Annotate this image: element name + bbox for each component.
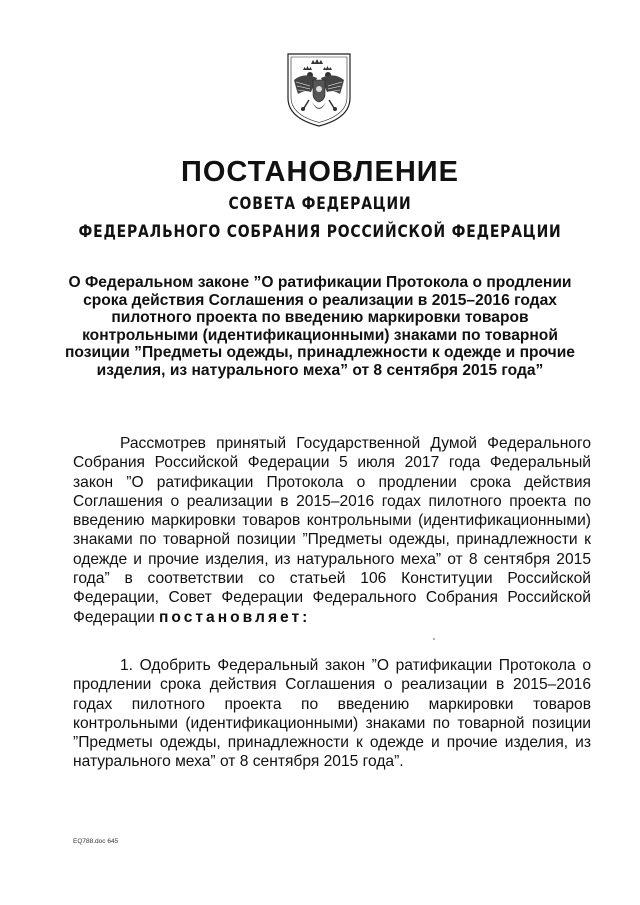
document-subtitle-council: СОВЕТА ФЕДЕРАЦИИ <box>228 194 412 214</box>
document-subtitle-assembly: ФЕДЕРАЛЬНОГО СОБРАНИЯ РОССИЙСКОЙ ФЕДЕРАЦИИ <box>78 222 562 242</box>
resolves-word: постановляет: <box>159 608 311 626</box>
scan-dot <box>433 638 435 640</box>
paragraph-considering-text: Рассмотрев принятый Государственной Думой Федерального Собрания Российской Федерации 5 июля 2017 года Федеральный закон ”О ратификации Протокола о продлении срока действия Соглашения о реализации в 2015–2016 годах пилотного проекта по введению маркировки товаров контрольными (идентификационными) знаками по товарной позиции ”Предметы одежды, принадлежности к одежде и прочие изделия, из натурального меха” от 8 сентября 2015 года” в соответствии со статьей 106 Конституции Российской Федерации, Совет Федерации Федерального Собрания Российской Федерации <box>73 435 591 626</box>
paragraph-approve <box>73 656 591 772</box>
coat-of-arms-icon <box>284 50 354 128</box>
paragraph-approve-text: 1. Одобрить Федеральный закон ”О ратификации Протокола о продлении срока действия Соглашения о реализации в 2015–2016 годах пилотного проекта по введению маркировки товаров контрольными (идентификационными) знаками по товарной позиции ”Предметы одежды, принадлежности к одежде и прочие изделия, из натурального меха” от 8 сентября 2015 года”. <box>73 657 591 771</box>
paragraph-considering <box>73 434 591 627</box>
file-code: EQ788.doc 645 <box>73 838 119 845</box>
document-title: ПОСТАНОВЛЕНИЕ <box>181 156 459 188</box>
law-title: О Федеральном законе ”О ратификации Протокола о продлении срока действия Соглашения о реализации в 2015–2016 годах пилотного проекта по введению маркировки товаров контрольными (идентификационными) знаками по товарной позиции ”Предметы одежды, принадлежности к одежде и прочие изделия, из натурального меха” от 8 сентября 2015 года” <box>65 274 575 379</box>
